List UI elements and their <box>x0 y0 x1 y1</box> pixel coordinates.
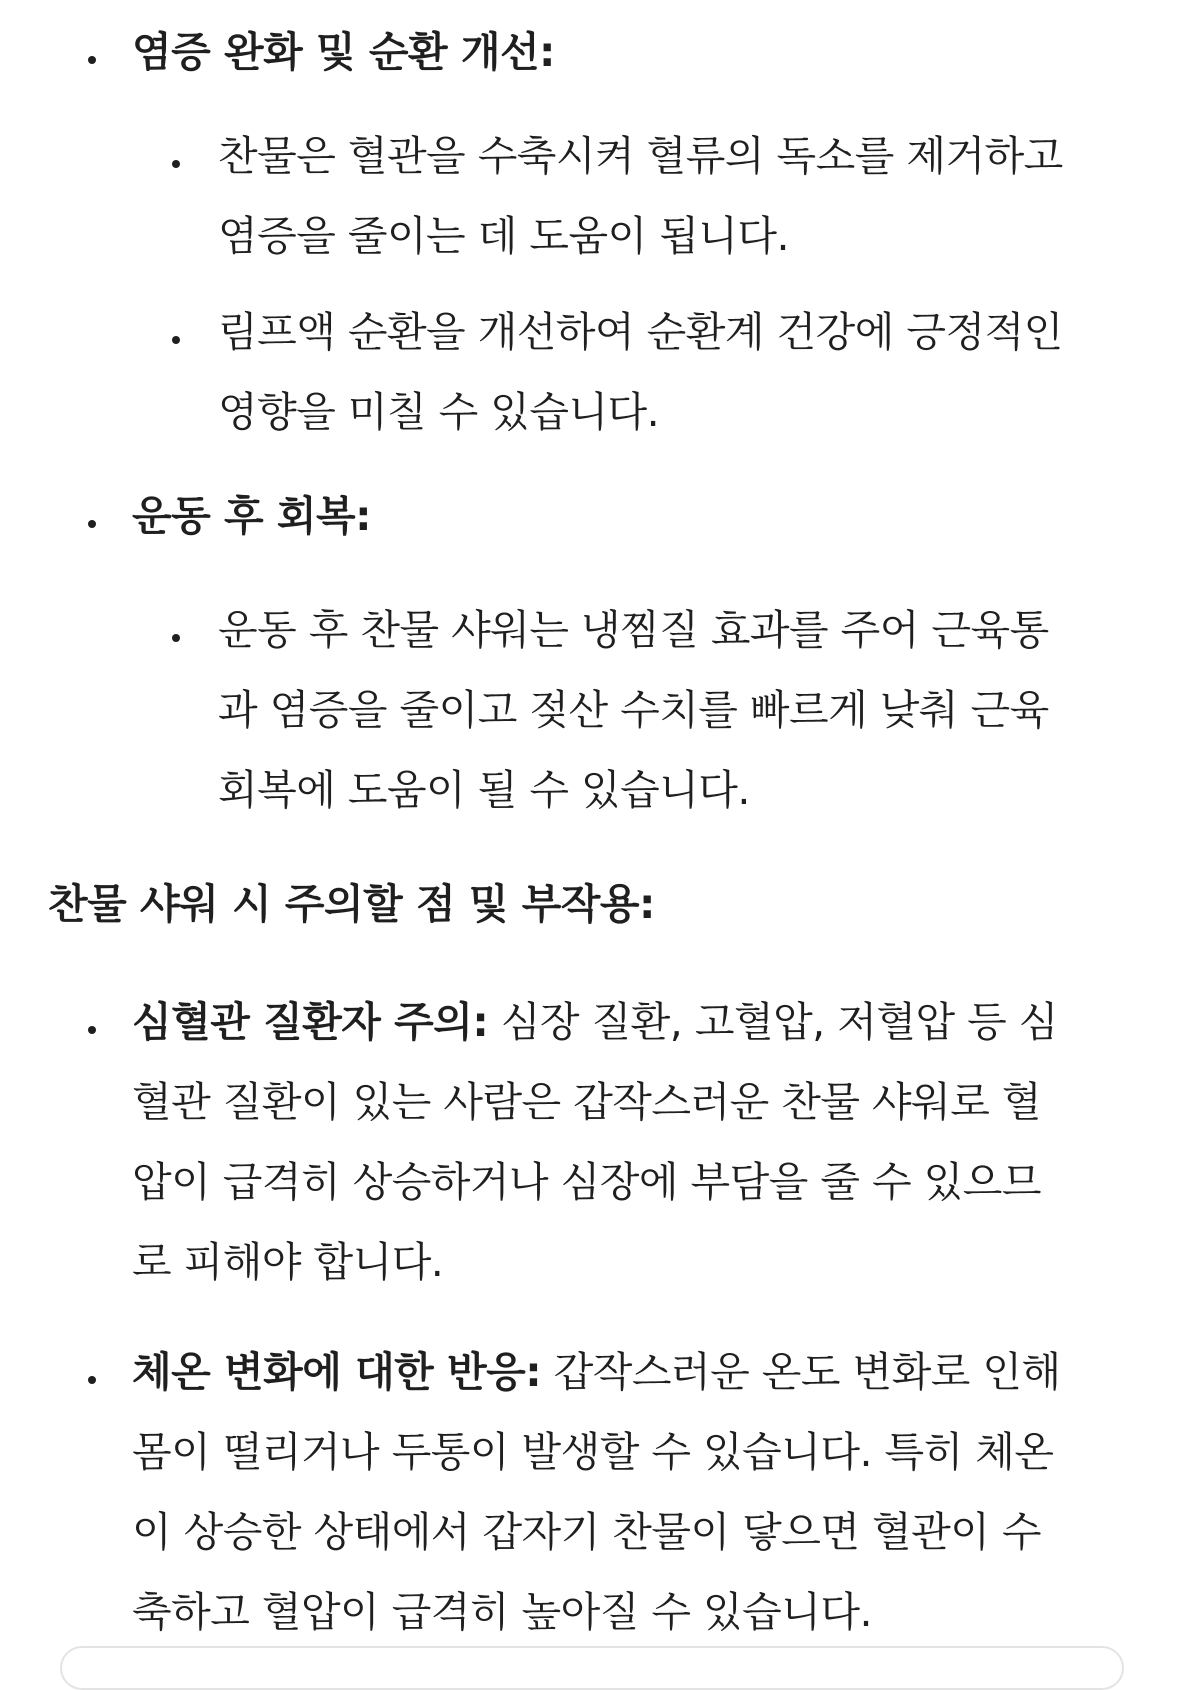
list-item-line: 과 염증을 줄이고 젖산 수치를 빠르게 낮춰 근육 <box>218 686 1049 734</box>
list-item-line: 찬물은 혈관을 수축시켜 혈류의 독소를 제거하고 <box>218 132 1063 180</box>
list-item-line <box>132 982 1112 1062</box>
list-item <box>218 116 1118 276</box>
list-item-line: 축하고 혈압이 급격히 높아질 수 있습니다. <box>132 1588 872 1636</box>
list-item <box>132 1332 1112 1652</box>
section-title-recovery <box>132 476 1112 556</box>
caution-heading <box>48 864 655 944</box>
heading-text: 찬물 샤워 시 주의할 점 및 부작용: <box>48 880 655 928</box>
bold-label: 체온 변화에 대한 반응: <box>132 1348 542 1396</box>
list-item <box>218 590 1118 830</box>
bullet-icon <box>172 634 180 642</box>
list-item-line <box>132 1332 1112 1412</box>
list-item-line: 운동 후 찬물 샤워는 냉찜질 효과를 주어 근육통 <box>218 606 1049 654</box>
bullet-icon <box>88 520 96 528</box>
bullet-icon <box>172 336 180 344</box>
list-item-line: 영향을 미칠 수 있습니다. <box>218 388 660 436</box>
list-item-line: 몸이 떨리거나 두통이 발생할 수 있습니다. 특히 체온 <box>132 1428 1054 1476</box>
bullet-icon <box>88 1376 96 1384</box>
list-item-line: 압이 급격히 상승하거나 심장에 부담을 줄 수 있으므 <box>132 1158 1041 1206</box>
input-bar[interactable] <box>60 1646 1124 1690</box>
section-title-inflammation <box>132 12 1112 92</box>
line-text: 심장 질환, 고혈압, 저혈압 등 심 <box>488 998 1058 1046</box>
list-item <box>132 982 1112 1302</box>
bullet-icon <box>172 160 180 168</box>
list-item <box>218 292 1118 452</box>
list-item-line: 이 상승한 상태에서 갑자기 찬물이 닿으면 혈관이 수 <box>132 1508 1041 1556</box>
section-title-text: 염증 완화 및 순환 개선: <box>132 28 555 76</box>
list-item-line: 혈관 질환이 있는 사람은 갑작스러운 찬물 샤워로 혈 <box>132 1078 1041 1126</box>
list-item-line: 염증을 줄이는 데 도움이 됩니다. <box>218 212 790 260</box>
list-item-line: 림프액 순환을 개선하여 순환계 건강에 긍정적인 <box>218 308 1063 356</box>
bullet-icon <box>88 56 96 64</box>
list-item-line: 로 피해야 합니다. <box>132 1238 444 1286</box>
bullet-icon <box>88 1026 96 1034</box>
line-text: 갑작스러운 온도 변화로 인해 <box>541 1348 1061 1396</box>
bold-label: 심혈관 질환자 주의: <box>132 998 489 1046</box>
section-title-text: 운동 후 회복: <box>132 492 371 540</box>
list-item-line: 회복에 도움이 될 수 있습니다. <box>218 766 750 814</box>
